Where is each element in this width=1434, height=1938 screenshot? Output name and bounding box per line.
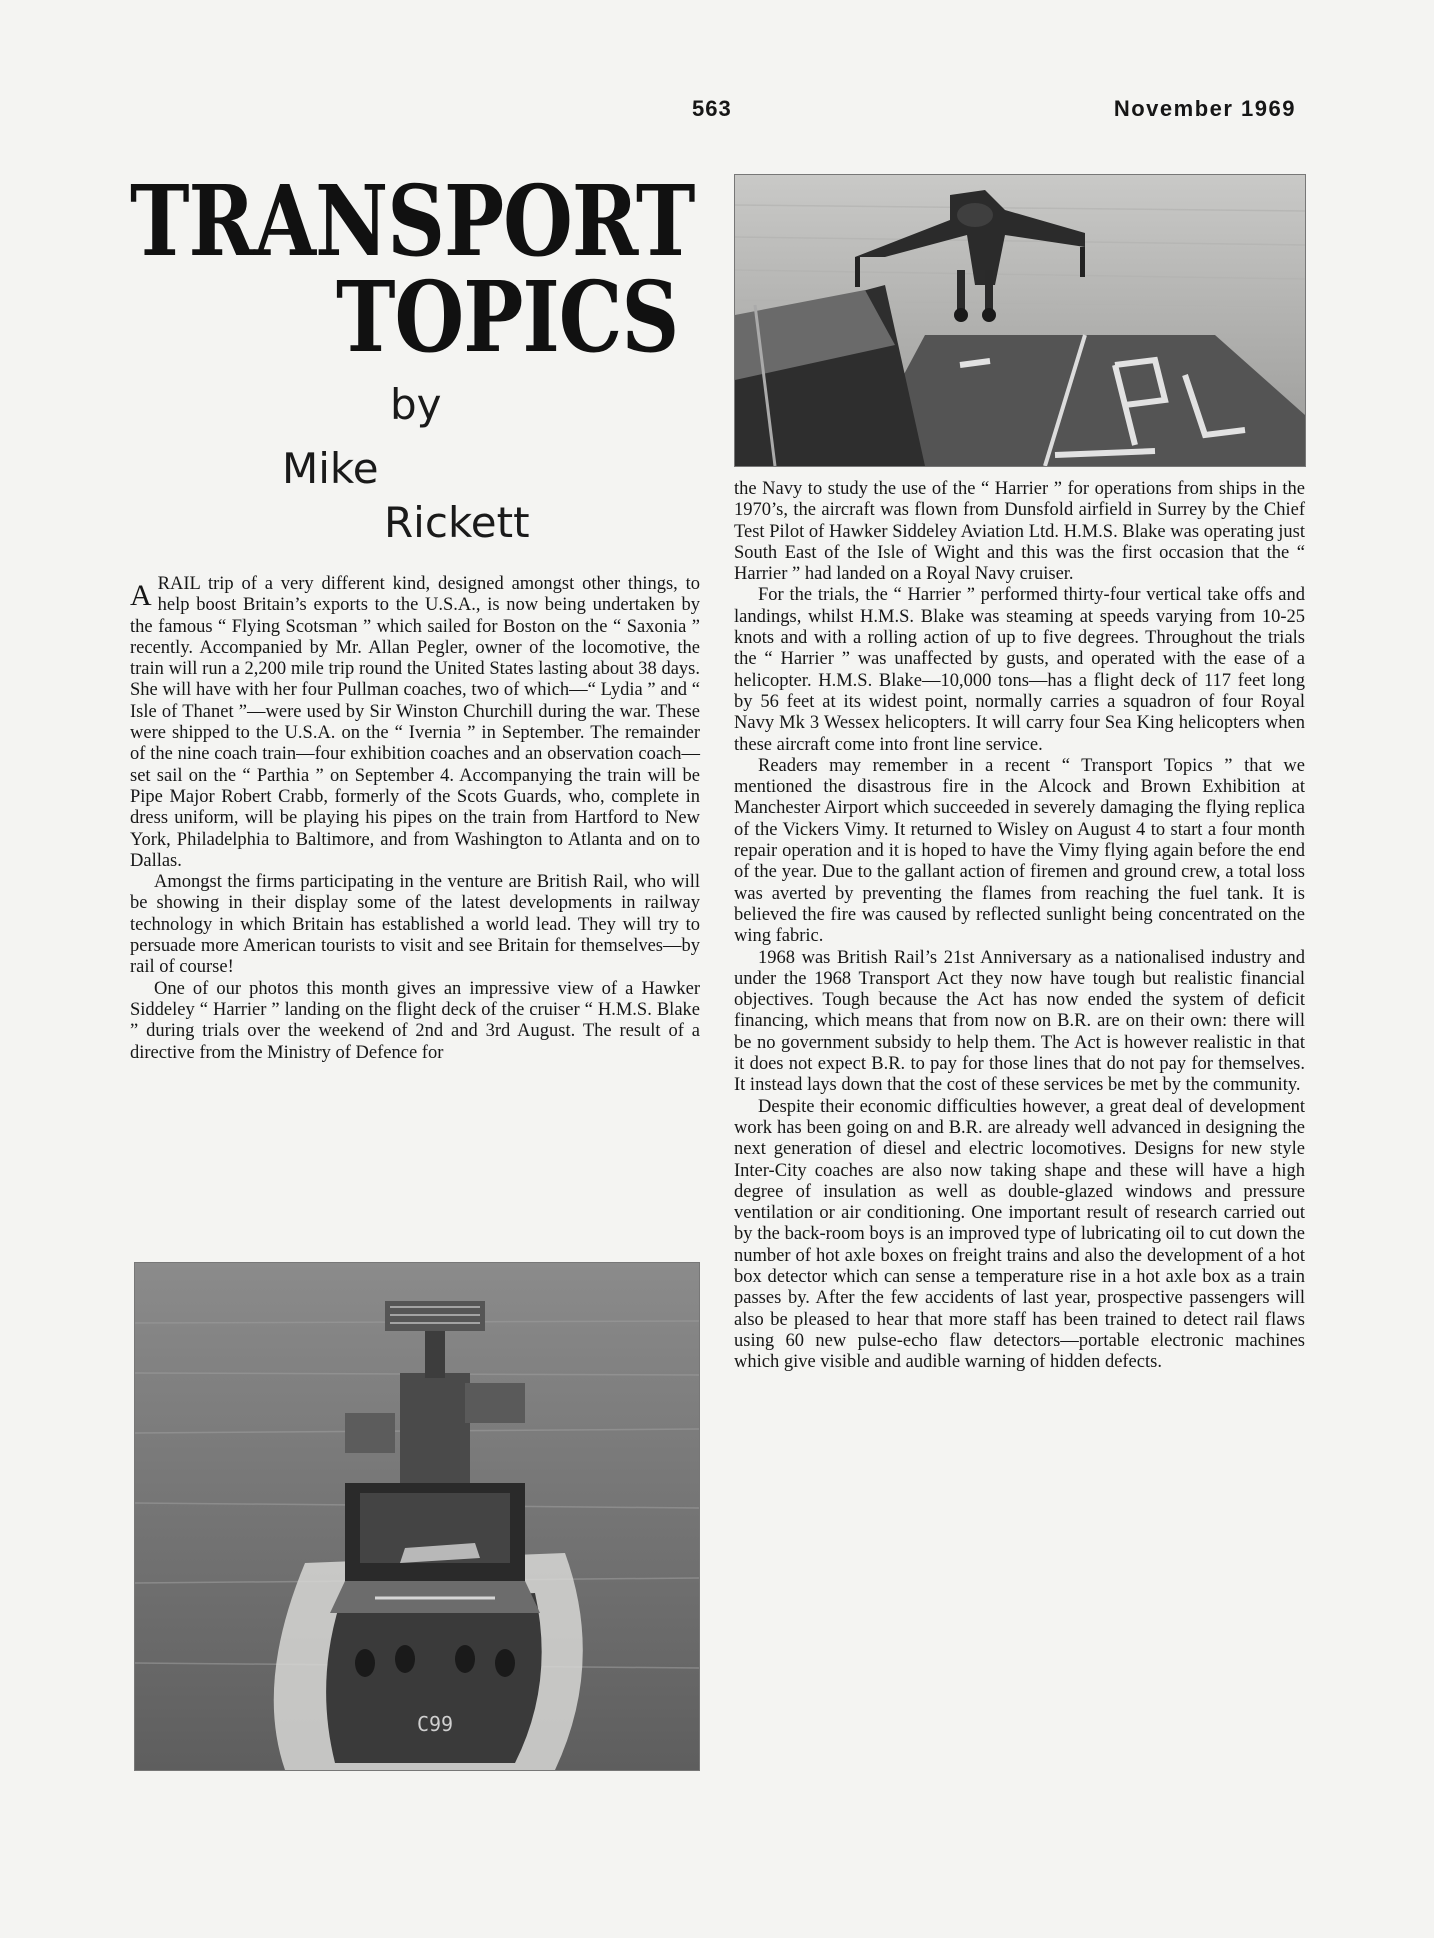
byline-last-name: Rickett: [384, 498, 530, 547]
paragraph-1: [130, 574, 700, 872]
dropcap: A: [130, 579, 152, 612]
paragraph-1-text: RAIL trip of a very different kind, designed amongst other things, to help boost Britain’s exports to the U.S.A., is now being undertaken by the famous “ Flying Scotsman ” which sailed for Boston on the “ Saxonia ” recently. Accompanied by Mr. Allan Pegler, owner of the locomotive, the train will run a 2,200 mile trip round the United States lasting about 38 days. She will have with her four Pullman coaches, two of which—“ Lydia ” and “ Isle of Thanet ”—were used by Sir Winston Churchill during the war. These were shipped to the U.S.A. on the “ Ivernia ” in September. The remainder of the nine coach train—four exhibition coaches and an observation coach—set sail on the “ Parthia ” on September 4. Accompanying the train will be Pipe Major Robert Crabb, formerly of the Scots Guards, who, complete in dress uniform, will be playing his pipes on the train from Hartford to New York, Philadelphia to Baltimore, and from Washington to Atlanta and on to Dallas.: [130, 574, 700, 871]
paragraph-2: Amongst the firms participating in the venture are British Rail, who will be showing in their display some of the latest developments in railway technology in which Britain has established a world lead. They will try to persuade more American tourists to visit and see Britain for themselves—by rail of course!: [130, 872, 700, 978]
title-line-1: TRANSPORT: [130, 163, 695, 279]
paragraph-4: the Navy to study the use of the “ Harrier ” for operations from ships in the 1970’s, the aircraft was flown from Dunsfold airfield in Surrey by the Chief Test Pilot of Hawker Siddeley Aviation Ltd. H.M.S. Blake was operating just South East of the Isle of Wight and this was the first occasion that the “ Harrier ” had landed on a Royal Navy cruiser.: [734, 479, 1305, 585]
title-line-2: TOPICS: [336, 259, 679, 375]
harrier-landing-image: [735, 175, 1305, 466]
page-number: 563: [692, 96, 732, 121]
paragraph-6: Readers may remember in a recent “ Transport Topics ” that we mentioned the disastrous fire in the Alcock and Brown Exhibition at Manchester Airport which succeeded in severely damaging the flying replica of the Vickers Vimy. It returned to Wisley on August 4 to start a four month repair operation and it is hoped to have the Vimy flying again before the end of the year. Due to the gallant action of firemen and ground crew, a total loss was averted by preventing the flames from reaching the fuel tank. It is believed the fire was caused by reflected sunlight being concentrated on the wing fabric.: [734, 755, 1305, 947]
issue-date: November 1969: [1113, 96, 1296, 121]
article-column-2: [734, 479, 1305, 1373]
byline-by: by: [390, 380, 442, 429]
hull-number: C99: [416, 1712, 454, 1736]
paragraph-3: One of our photos this month gives an impressive view of a Hawker Siddeley “ Harrier ” landing on the flight deck of the cruiser “ H.M.S. Blake ” during trials over the weekend of 2nd and 3rd August. The result of a directive from the Ministry of Defence for: [130, 978, 700, 1063]
paragraph-7: 1968 was British Rail’s 21st Anniversary as a nationalised industry and under the 1968 Transport Act they now have tough but realistic financial objectives. Tough because the Act has now ended the system of deficit financing, which means that from now on B.R. are on their own: there will be no government subsidy to help them. The Act is however realistic in that it does not expect B.R. to pay for those lines that do not pay for themselves. It instead lays down that the cost of these services be met by the community.: [734, 947, 1305, 1096]
article-column-1: [130, 574, 700, 1064]
paragraph-8: Despite their economic difficulties however, a great deal of development work has been going on and B.R. are already well advanced in designing the next generation of diesel and electric locomotives. Designs for new style Inter-City coaches are also now taking shape and these will have a high degree of insulation as well as double-glazed windows and pressure ventilation or air conditioning. One important result of research carried out by the back-room boys is an improved type of lubricating oil to cut down the number of hot axle boxes on freight trains and also the development of a hot box detector which can sense a temperature rise in a hot axle box as a train passes by. After the few accidents of last year, prospective passengers will also be pleased to hear that more staff has been trained to detect rail flaws using 60 new pulse-echo flaw detectors—portable electronic machines which give visible and audible warning of hidden defects.: [734, 1096, 1305, 1373]
hms-blake-photo: [134, 1262, 700, 1771]
byline-first-name: Mike: [282, 444, 379, 493]
harrier-landing-photo: [734, 174, 1306, 467]
hms-blake-image: [135, 1263, 699, 1770]
paragraph-5: For the trials, the “ Harrier ” performed thirty-four vertical take offs and landings, whilst H.M.S. Blake was steaming at speeds varying from 10-25 knots and with a rolling action of up to five degrees. Throughout the trials the “ Harrier ” was unaffected by gusts, and operated with the ease of a helicopter. H.M.S. Blake—10,000 tons—has a flight deck of 117 feet long by 56 feet at its widest point, normally carries a squadron of four Royal Navy Mk 3 Wessex helicopters. It will carry four Sea King helicopters when these aircraft come into front line service.: [734, 585, 1305, 755]
